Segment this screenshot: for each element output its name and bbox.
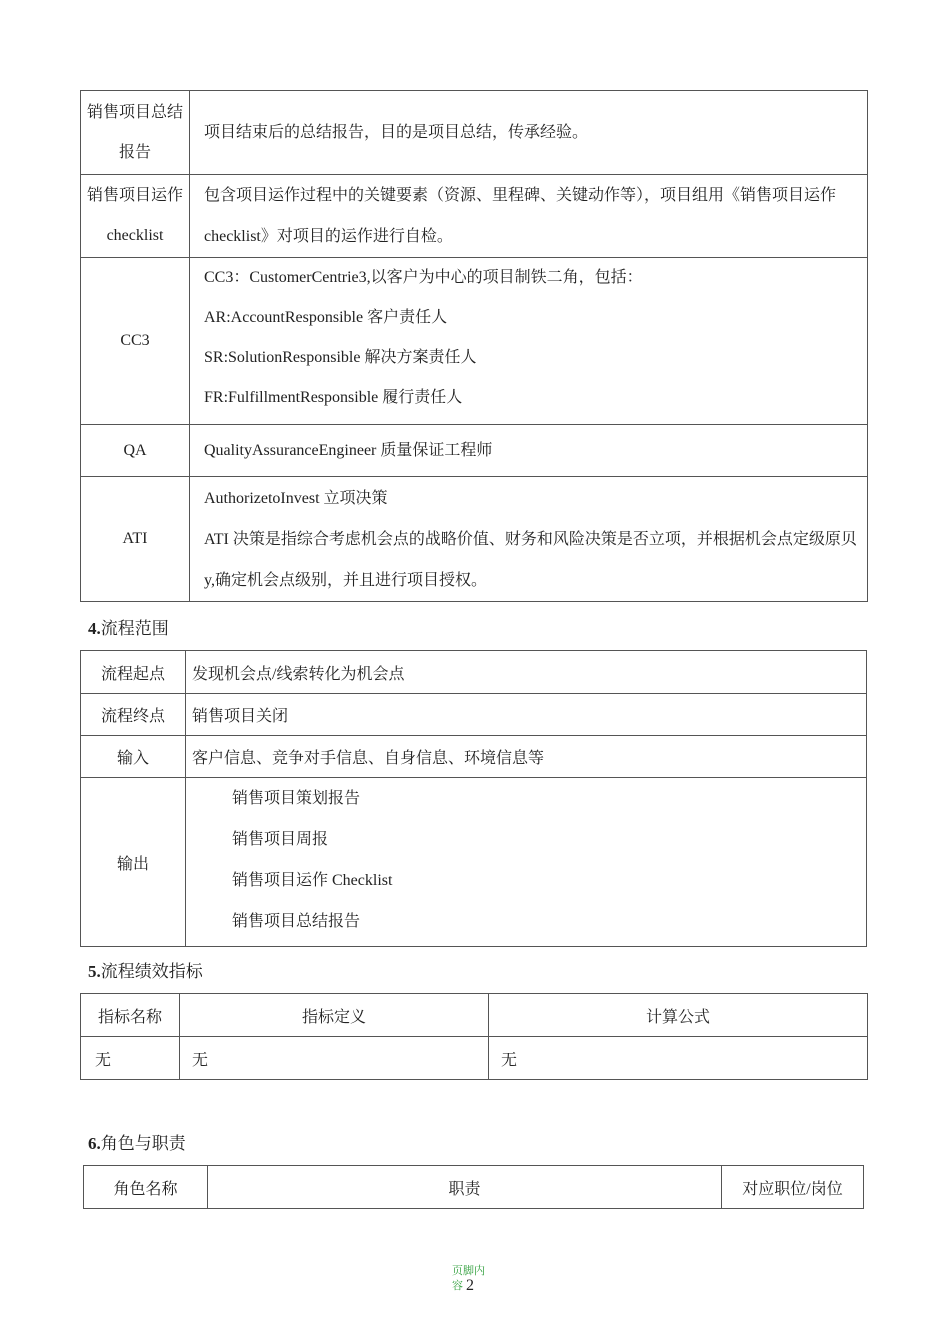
column-header: 计算公式 (489, 994, 868, 1037)
table-row (81, 694, 867, 736)
term-row (81, 477, 868, 602)
scope-label: 输入 (81, 736, 186, 778)
list-item: 销售项目运作 Checklist (232, 872, 393, 889)
definition-line: AR:AccountResponsible 客户责任人 (204, 309, 448, 326)
term-name: ATI (81, 477, 190, 602)
definition-line: FR:FulfillmentResponsible 履行责任人 (204, 389, 463, 406)
term-definition (190, 477, 868, 602)
page-number: 2 (466, 1277, 474, 1294)
table-row (81, 736, 867, 778)
table-cell: 无 (81, 1037, 180, 1080)
column-header: 指标名称 (81, 994, 180, 1037)
term-row (81, 425, 868, 477)
term-row (81, 258, 868, 425)
term-row (81, 175, 868, 258)
scope-label: 流程终点 (81, 694, 186, 736)
scope-value: 客户信息、竞争对手信息、自身信息、环境信息等 (186, 736, 867, 778)
section-title: 流程范围 (100, 619, 169, 638)
output-list (192, 778, 866, 942)
definition-line: AuthorizetoInvest 立项决策 (204, 489, 388, 507)
term-definition (190, 258, 868, 425)
scope-value: 销售项目关闭 (186, 694, 867, 736)
term-name: 销售项目总结报告 (81, 91, 190, 175)
roles-table (83, 1165, 864, 1209)
term-name: QA (81, 425, 190, 477)
term-row (81, 91, 868, 175)
list-item: 销售项目策划报告 (232, 790, 361, 807)
table-row (81, 778, 867, 947)
list-item: 销售项目总结报告 (232, 913, 361, 930)
scope-label: 输出 (81, 778, 186, 947)
section-heading-roles (88, 1129, 186, 1154)
section-title: 流程绩效指标 (100, 962, 203, 981)
table-cell: 无 (489, 1037, 868, 1080)
definition-line: SR:SolutionResponsible 解决方案责任人 (204, 349, 477, 366)
scope-table (80, 650, 867, 947)
table-row (81, 1037, 868, 1080)
column-header: 职责 (208, 1166, 722, 1209)
section-number: 5. (88, 962, 101, 981)
term-definition: 项目结束后的总结报告，目的是项目总结，传承经验。 (190, 91, 868, 175)
kpi-table (80, 993, 868, 1080)
term-definition: QualityAssuranceEngineer 质量保证工程师 (190, 425, 868, 477)
section-heading-kpi (88, 957, 203, 982)
column-header: 角色名称 (84, 1166, 208, 1209)
terms-table (80, 90, 868, 602)
table-header-row (81, 994, 868, 1037)
column-header: 指标定义 (180, 994, 489, 1037)
section-number: 6. (88, 1134, 101, 1153)
definition-line: CC3：CustomerCentrie3,以客户为中心的项目制铁二角，包括： (204, 269, 643, 286)
section-heading-scope (88, 614, 169, 639)
term-name: 销售项目运作 checklist (81, 175, 190, 258)
table-header-row (84, 1166, 864, 1209)
scope-value: 发现机会点/线索转化为机会点 (186, 651, 867, 694)
section-title: 角色与职责 (100, 1134, 186, 1153)
column-header: 对应职位/岗位 (722, 1166, 864, 1209)
term-name: CC3 (81, 258, 190, 425)
table-row (81, 651, 867, 694)
term-definition: 包含项目运作过程中的关键要素（资源、里程碑、关键动作等），项目组用《销售项目运作 checklist》对项目的运作进行自检。 (190, 175, 868, 258)
table-cell: 无 (180, 1037, 489, 1080)
scope-label: 流程起点 (81, 651, 186, 694)
section-number: 4. (88, 619, 101, 638)
list-item: 销售项目周报 (232, 831, 329, 848)
definition-line: ATI 决策是指综合考虑机会点的战略价值、财务和风险决策是否立项，并根据机会点定级原贝 y,确定机会点级别，并且进行项目授权。 (204, 530, 857, 589)
footer-note: 页脚内容 (452, 1265, 485, 1292)
scope-outputs (186, 778, 867, 947)
